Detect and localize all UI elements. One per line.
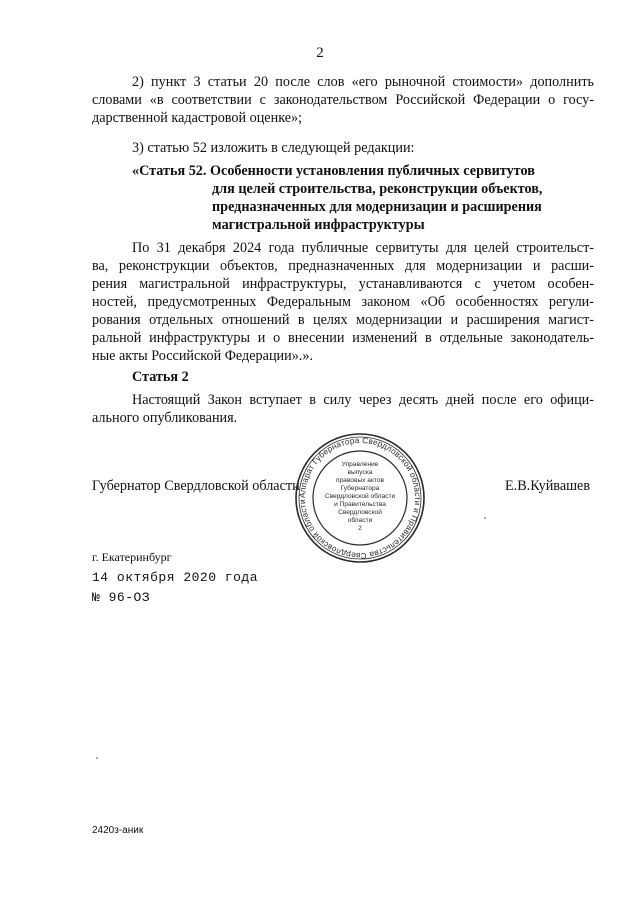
article-52-text-line: По 31 декабря 2024 года публичные сервитуты для целей строительст-	[132, 240, 594, 256]
article-52-heading-line: для целей строительства, реконструкции объектов,	[212, 181, 543, 197]
article-52-text-line: рения магистральной инфраструктуры, устанавливаются с учетом особен-	[92, 276, 594, 292]
article-52-heading	[92, 162, 594, 234]
article-52-text	[92, 239, 594, 365]
article-52-heading-line: предназначенных для модернизации и расширения	[212, 199, 542, 215]
article-2-text-line: Настоящий Закон вступает в силу через десять дней после его офици-	[132, 392, 594, 408]
article-2-heading-text: Статья 2	[132, 369, 189, 385]
seal-ring-text: Аппарат Губернатора Свердловской области и Правительства Свердловской области	[297, 435, 423, 561]
article-52-text-line: ва, реконструкции объектов, предназначенных для модернизации и расши-	[92, 258, 594, 274]
seal-center-line: и Правительства	[334, 501, 386, 508]
item-3-line: 3) статью 52 изложить в следующей редакции:	[132, 140, 415, 156]
doc-code: 2420з-аник	[92, 825, 144, 836]
seal-center-line: выпуска	[347, 469, 373, 476]
seal-center-line: Свердловской	[338, 509, 382, 516]
seal-center-line: Управление	[341, 461, 379, 468]
article-2-text	[92, 391, 594, 427]
item-2-line: дарственной кадастровой оценке»;	[92, 110, 303, 126]
date: 14 октября 2020 года	[92, 570, 259, 585]
article-52-heading-line: магистральной инфраструктуры	[212, 217, 425, 233]
item-2-line: словами «в соответствии с законодательством Российской Федерации о госу-	[92, 92, 594, 108]
signature-name: Е.В.Куйвашев	[505, 478, 591, 494]
law-number: № 96-ОЗ	[92, 590, 151, 605]
article-2-text-line: ального опубликования.	[92, 410, 238, 426]
seal-center-line: Губернатора	[340, 485, 380, 492]
article-2-heading	[92, 368, 594, 386]
article-52-text-line: рования отдельных отношений в целях модернизации и расширения магист-	[92, 312, 594, 328]
seal-center-line: области	[347, 517, 373, 524]
article-52-text-line: ные акты Российской Федерации».».	[92, 348, 313, 364]
item-2-paragraph	[92, 73, 594, 127]
item-2-line: 2) пункт 3 статьи 20 после слов «его рыночной стоимости» дополнить	[132, 74, 594, 90]
item-3-paragraph	[92, 139, 594, 157]
scan-artifact-dot	[96, 757, 98, 759]
seal-center-line: Свердловской области	[324, 493, 396, 500]
signature-title: Губернатор Свердловской области	[92, 478, 300, 494]
seal-center-line: правовых актов	[335, 477, 385, 484]
page-number: 2	[316, 45, 324, 61]
seal-center-line: 2	[358, 525, 362, 532]
city: г. Екатеринбург	[92, 550, 172, 564]
scan-artifact-dot	[484, 517, 486, 519]
article-52-heading-line: «Статья 52. Особенности установления публичных сервитутов	[132, 163, 535, 179]
official-seal	[292, 430, 428, 566]
article-52-text-line: ностей, предусмотренных Федеральным законом «Об особенностях регули-	[92, 294, 594, 310]
article-52-text-line: ральной инфраструктуры и о внесении изменений в отдельные законодатель-	[92, 330, 594, 346]
